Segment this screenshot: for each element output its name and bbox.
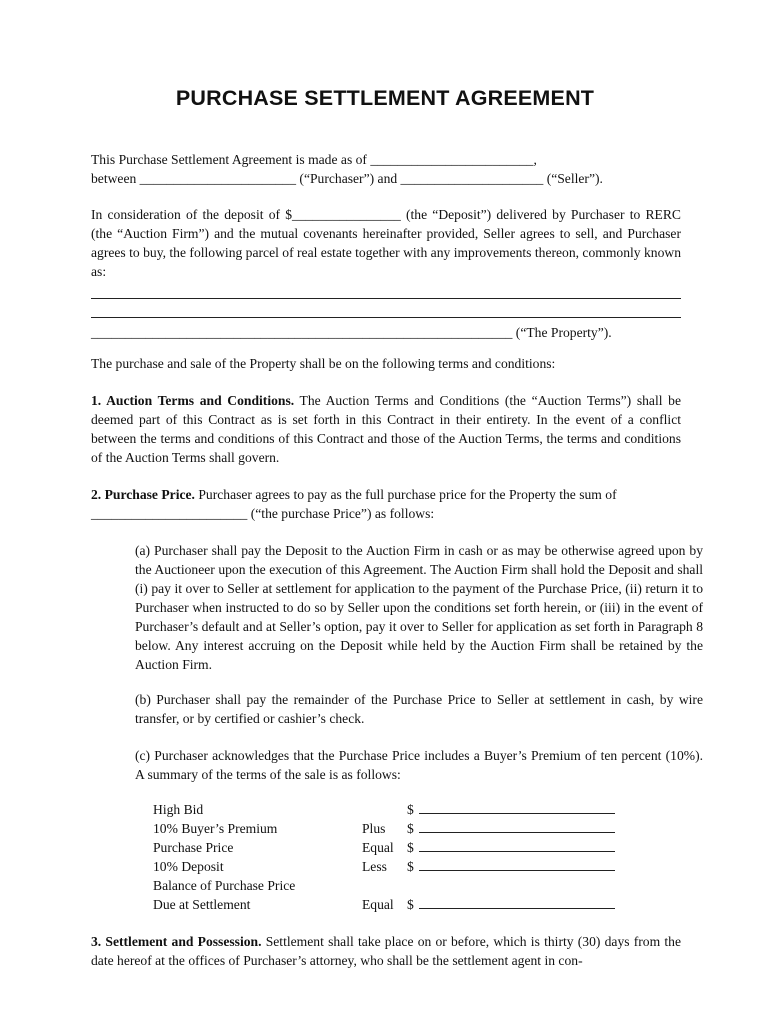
summary-label: Due at Settlement bbox=[153, 897, 251, 912]
summary-dollar-sign: $ bbox=[407, 821, 414, 836]
summary-label: Purchase Price bbox=[153, 840, 234, 855]
property-blank-line-2 bbox=[91, 304, 681, 318]
summary-dollar-sign: $ bbox=[407, 897, 414, 912]
summary-amount-blank bbox=[419, 832, 615, 833]
summary-label: 10% Deposit bbox=[153, 859, 224, 874]
summary-amount-blank bbox=[419, 870, 615, 871]
summary-dollar-sign: $ bbox=[407, 840, 414, 855]
summary-operator: Less bbox=[362, 859, 387, 874]
section-1-paragraph bbox=[91, 391, 681, 467]
consideration-paragraph: In consideration of the deposit of $________________ (the “Deposit”) delivered by Purchaser to RERC (the “Auction Firm”) and the mutual covenants hereinafter provided, Seller agrees to sell, and Purchaser agrees to buy, the following parcel of real estate together with any improvements thereon, commonly known as: bbox=[91, 207, 681, 279]
document-title: PURCHASE SETTLEMENT AGREEMENT bbox=[175, 86, 595, 110]
section-2b bbox=[135, 690, 703, 728]
summary-amount-blank bbox=[419, 813, 615, 814]
summary-label: Balance of Purchase Price bbox=[153, 878, 296, 893]
section-2-price-line: _______________________ (“the purchase Price”) as follows: bbox=[91, 506, 435, 521]
section-3-paragraph bbox=[91, 932, 681, 970]
intro-line-2: between _______________________ (“Purchaser”) and _____________________ (“Seller”). bbox=[91, 171, 603, 186]
section-2a bbox=[135, 541, 703, 674]
summary-operator: Equal bbox=[362, 840, 394, 855]
property-blank-line-3: ______________________________________________________________ (“The Property”). bbox=[91, 325, 612, 340]
summary-amount-blank bbox=[419, 908, 615, 909]
summary-amount-blank bbox=[419, 851, 615, 852]
section-2 bbox=[91, 485, 681, 523]
section-2c-paragraph: (c) Purchaser acknowledges that the Purchase Price includes a Buyer’s Premium of ten percent (10%). A summary of the terms of the sale is as follows: bbox=[135, 748, 703, 782]
section-2a-paragraph: (a) Purchaser shall pay the Deposit to the Auction Firm in cash or as may be otherwise agreed upon by the Auctioneer upon the execution of this Agreement. The Auction Firm shall hold the Deposit and shall (i) pay it over to Seller at settlement for application to the payment of the Purchase Price, (ii) return it to Purchaser when instructed to do so by Seller upon the conditions set forth herein, or (iii) in the event of Purchaser’s default and at Seller’s option, pay it over to Seller for application as set forth in Paragraph 8 below. Any interest accruing on the Deposit while held by the Auction Firm shall be retained by the Auction Firm. bbox=[135, 543, 703, 672]
section-1 bbox=[91, 391, 681, 467]
section-1-heading: 1. Auction Terms and Conditions. bbox=[91, 393, 295, 408]
section-2b-paragraph: (b) Purchaser shall pay the remainder of the Purchase Price to Seller at settlement in cash, by wire transfer, or by certified or cashier’s check. bbox=[135, 692, 703, 726]
summary-label: High Bid bbox=[153, 802, 204, 817]
intro-line-1: This Purchase Settlement Agreement is made as of ________________________, bbox=[91, 152, 537, 167]
property-address-blanks bbox=[91, 285, 681, 342]
summary-operator: Equal bbox=[362, 897, 394, 912]
summary-operator: Plus bbox=[362, 821, 386, 836]
section-3 bbox=[91, 932, 681, 970]
section-2-paragraph bbox=[91, 485, 681, 504]
section-3-heading: 3. Settlement and Possession. bbox=[91, 934, 262, 949]
section-2c bbox=[135, 746, 703, 784]
section-2-text: Purchaser agrees to pay as the full purchase price for the Property the sum of bbox=[194, 487, 617, 502]
section-2-heading: 2. Purchase Price. bbox=[91, 487, 195, 502]
section-1-text: The Auction Terms and Conditions (the “Auction Terms”) shall be deemed part of this Contract as is set forth in this Contract in their entirety. In the event of a conflict between the terms and conditions of this Contract and those of the Auction Terms, the terms and conditions of the Auction Terms shall govern. bbox=[91, 393, 681, 465]
property-blank-line-1 bbox=[91, 285, 681, 299]
section-3-text: Settlement shall take place on or before, which is thirty (30) days from the date hereof at the offices of Purchaser’s attorney, who shall be the settlement agent in con- bbox=[91, 934, 681, 968]
consideration-section bbox=[91, 205, 681, 342]
intro-paragraph bbox=[91, 150, 681, 188]
summary-label: 10% Buyer’s Premium bbox=[153, 821, 278, 836]
summary-dollar-sign: $ bbox=[407, 859, 414, 874]
terms-intro-text: The purchase and sale of the Property shall be on the following terms and conditions: bbox=[91, 356, 556, 371]
terms-intro bbox=[91, 354, 681, 373]
summary-dollar-sign: $ bbox=[407, 802, 414, 817]
